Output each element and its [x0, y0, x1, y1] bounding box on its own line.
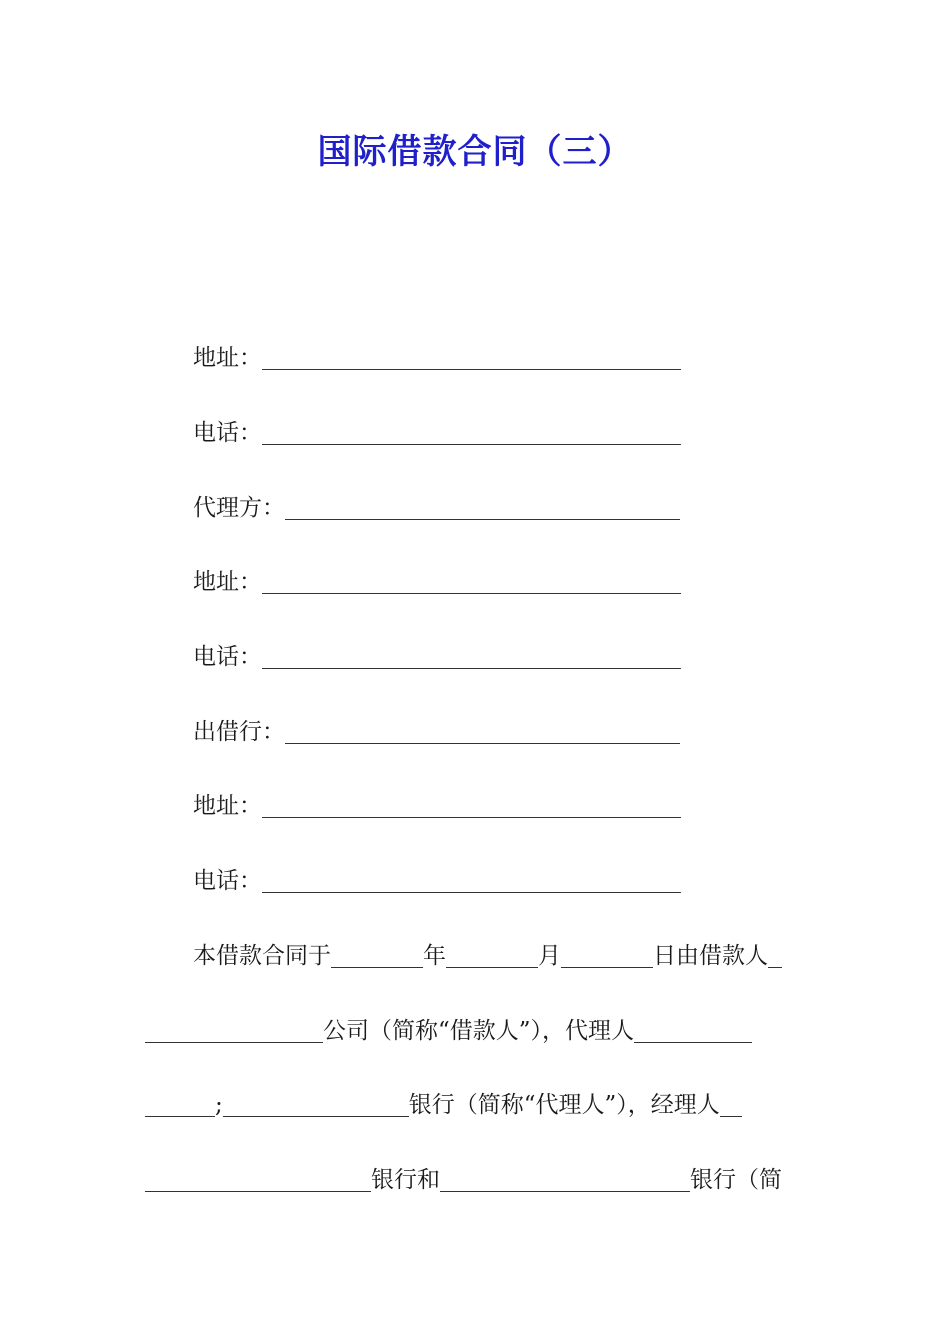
- agent-phone-field: [193, 642, 681, 672]
- paragraph-text: 年: [423, 943, 446, 969]
- date-month-blank[interactable]: [446, 967, 538, 968]
- fill-blank[interactable]: [262, 817, 681, 818]
- borrower-phone-field: [193, 418, 681, 448]
- field-label: 地址：: [193, 569, 262, 595]
- fill-blank[interactable]: [145, 1116, 215, 1117]
- paragraph-text: ;: [215, 1092, 223, 1118]
- date-day-blank[interactable]: [561, 967, 653, 968]
- fill-blank[interactable]: [285, 743, 680, 744]
- paragraph-line-3: [145, 1089, 805, 1121]
- paragraph-text: 银行（简称“代理人”），经理人: [408, 1092, 720, 1118]
- fill-blank[interactable]: [262, 668, 681, 669]
- fill-blank[interactable]: [720, 1116, 742, 1117]
- paragraph-text: 本借款合同于: [193, 943, 331, 969]
- paragraph-text: 银行（简: [690, 1167, 782, 1193]
- field-label: 电话：: [193, 420, 262, 446]
- paragraph-text: 公司（简称“借款人”），代理人: [323, 1018, 635, 1044]
- fill-blank[interactable]: [262, 444, 681, 445]
- paragraph-line-4: [145, 1164, 805, 1196]
- field-label: 出借行：: [193, 719, 285, 745]
- fill-blank[interactable]: [262, 369, 681, 370]
- paragraph-text: 银行和: [371, 1167, 440, 1193]
- paragraph-text: 日由借款人: [653, 943, 768, 969]
- field-label: 地址：: [193, 793, 262, 819]
- lender-phone-field: [193, 866, 681, 896]
- field-label: 地址：: [193, 345, 262, 371]
- lender-address-field: [193, 791, 681, 821]
- date-year-blank[interactable]: [331, 967, 423, 968]
- fill-blank[interactable]: [285, 519, 680, 520]
- manager-bank-blank[interactable]: [145, 1191, 371, 1192]
- field-label: 电话：: [193, 868, 262, 894]
- fill-blank[interactable]: [262, 892, 681, 893]
- field-label: 电话：: [193, 644, 262, 670]
- field-label: 代理方：: [193, 495, 285, 521]
- borrower-address-field: [193, 343, 681, 373]
- paragraph-text: 月: [538, 943, 561, 969]
- fill-blank[interactable]: [262, 593, 681, 594]
- agent-party-field: [193, 493, 680, 523]
- paragraph-line-1: [193, 940, 807, 972]
- paragraph-line-2: [145, 1015, 805, 1047]
- agent-bank-blank[interactable]: [223, 1116, 409, 1117]
- agent-address-field: [193, 567, 681, 597]
- second-bank-blank[interactable]: [440, 1191, 690, 1192]
- lending-bank-field: [193, 717, 680, 747]
- document-title: 国际借款合同（三）: [317, 132, 633, 172]
- borrower-name-blank[interactable]: [145, 1042, 323, 1043]
- agent-name-blank[interactable]: [634, 1042, 752, 1043]
- fill-blank[interactable]: [768, 967, 782, 968]
